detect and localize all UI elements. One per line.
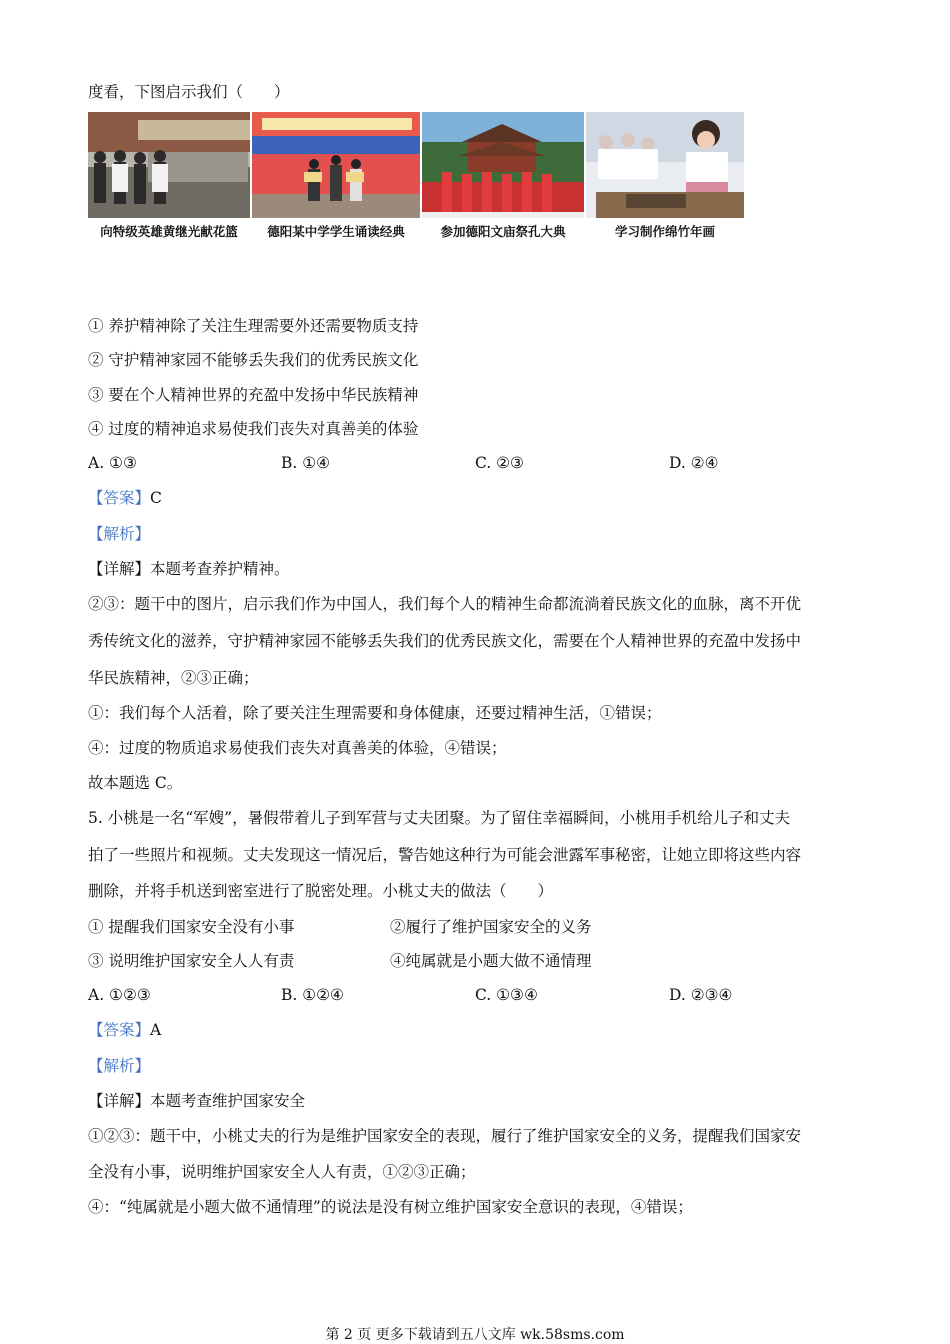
q5-statement-1: ① 提醒我们国家安全没有小事: [88, 918, 295, 936]
q5-statement-4: ④纯属就是小题大做不通情理: [390, 952, 592, 970]
q5-stem-3: 删除，并将手机送到密室进行了脱密处理。小桃丈夫的做法（ ）: [88, 882, 554, 900]
q5-option-b: B. ①②④: [281, 986, 344, 1004]
q5-stem-1: 5. 小桃是一名“军嫂”，暑假带着儿子到军营与丈夫团聚。为了留住幸福瞬间，小桃用手机给儿子和丈夫: [88, 809, 791, 827]
q5-statement-2: ②履行了维护国家安全的义务: [390, 918, 592, 936]
q4-conclusion: 故本题选 C。: [88, 774, 183, 792]
q4-option-a: A. ①③: [88, 454, 137, 472]
q4-answer-value: C: [150, 489, 162, 507]
q5-option-d: D. ②③④: [669, 986, 733, 1004]
photo-new-year-painting: [586, 112, 744, 218]
photo-caption-4: 学习制作绵竹年画: [614, 224, 715, 239]
q4-option-d: D. ②④: [669, 454, 719, 472]
q5-stem-2: 拍了一些照片和视频。丈夫发现这一情况后，警告她这种行为可能会泄露军事秘密，让她立即将这些内容: [88, 846, 802, 864]
q4-answer: [88, 488, 162, 508]
q5-statement-3: ③ 说明维护国家安全人人有责: [88, 952, 295, 970]
q4-explanation-5: ④：过度的物质追求易使我们丧失对真善美的体验，④错误；: [88, 739, 507, 757]
q5-option-a: A. ①②③: [88, 986, 151, 1004]
photo-strip: [88, 112, 744, 242]
q4-statement-3: ③ 要在个人精神世界的充盈中发扬中华民族精神: [88, 386, 419, 404]
q4-detail: 【详解】本题考查养护精神。: [88, 560, 290, 578]
q5-detail: 【详解】本题考查维护国家安全: [88, 1092, 306, 1110]
photo-confucius-ceremony: [422, 112, 584, 218]
q5-answer-value: A: [150, 1021, 162, 1039]
photo-caption-3: 参加德阳文庙祭孔大典: [440, 224, 566, 239]
q4-statement-1: ① 养护精神除了关注生理需要外还需要物质支持: [88, 317, 419, 335]
q5-explanation-1: ①②③：题干中，小桃丈夫的行为是维护国家安全的表现，履行了维护国家安全的义务，提醒我们国家安: [88, 1127, 802, 1145]
page-footer: 第 2 页 更多下载请到五八文库 wk.58sms.com: [325, 1327, 625, 1343]
q4-statement-4: ④ 过度的精神追求易使我们丧失对真善美的体验: [88, 420, 419, 438]
photo-caption-2: 德阳某中学学生诵读经典: [267, 224, 405, 239]
photo-huang-jiguang: [88, 112, 250, 218]
q5-answer-tag: 【答案】: [88, 1021, 151, 1039]
q5-option-c: C. ①③④: [475, 986, 538, 1004]
photo-reading-classics: [252, 112, 420, 218]
q4-explanation-2: 秀传统文化的滋养，守护精神家园不能够丢失我们的优秀民族文化，需要在个人精神世界的充盈中发扬中: [88, 632, 802, 650]
q4-option-b: B. ①④: [281, 454, 331, 472]
intro-line: 度看，下图启示我们（ ）: [88, 83, 290, 101]
q4-analysis-tag: 【解析】: [88, 525, 151, 543]
photo-caption-1: 向特级英雄黄继光献花篮: [100, 224, 238, 239]
q5-explanation-2: 全没有小事，说明维护国家安全人人有责，①②③正确；: [88, 1163, 476, 1181]
q4-answer-tag: 【答案】: [88, 489, 151, 507]
q5-answer: [88, 1020, 161, 1040]
q5-analysis-tag: 【解析】: [88, 1057, 151, 1075]
q4-option-c: C. ②③: [475, 454, 524, 472]
q4-statement-2: ② 守护精神家园不能够丢失我们的优秀民族文化: [88, 351, 419, 369]
q4-explanation-4: ①：我们每个人活着，除了要关注生理需要和身体健康，还要过精神生活，①错误；: [88, 704, 662, 722]
q4-explanation-3: 华民族精神，②③正确；: [88, 669, 259, 687]
q5-explanation-3: ④：“纯属就是小题大做不通情理”的说法是没有树立维护国家安全意识的表现，④错误；: [88, 1198, 693, 1216]
q4-explanation-1: ②③：题干中的图片，启示我们作为中国人，我们每个人的精神生命都流淌着民族文化的血脉，离不开优: [88, 595, 802, 613]
